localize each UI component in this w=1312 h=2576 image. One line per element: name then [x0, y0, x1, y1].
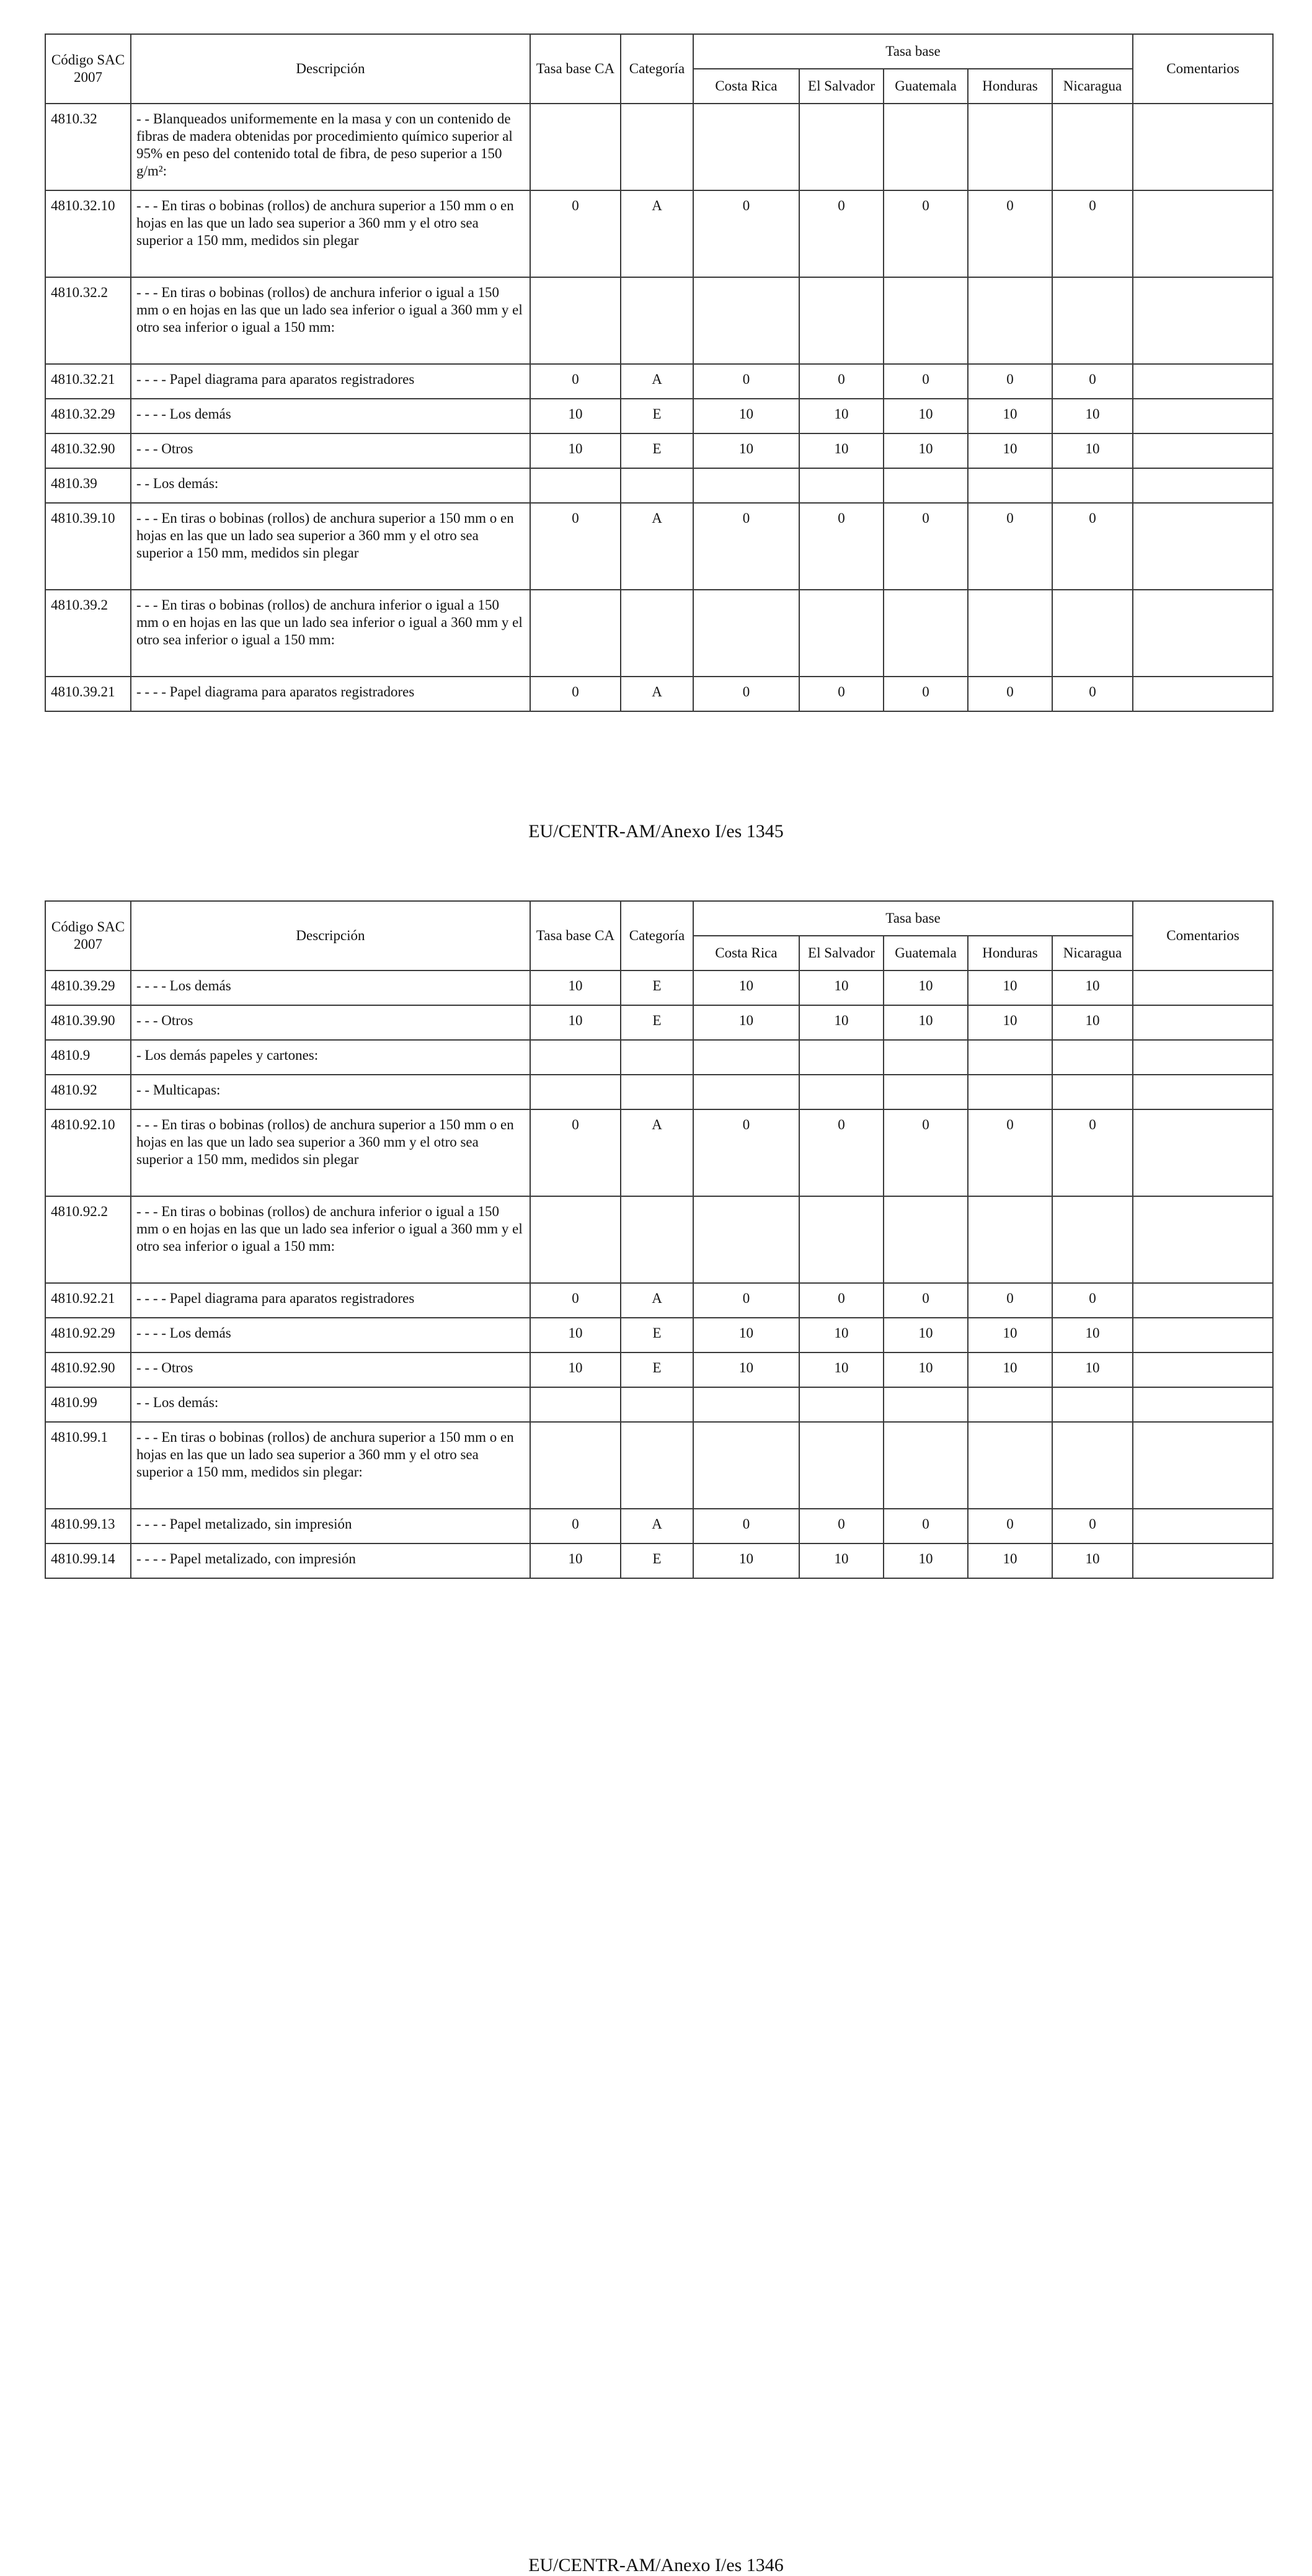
cell-comments — [1133, 970, 1273, 1005]
table-row — [45, 1509, 1273, 1543]
table-row — [45, 364, 1273, 399]
cell-base-rate-ca: 0 — [530, 1109, 621, 1196]
cell-honduras: 0 — [968, 1109, 1052, 1196]
cell-code: 4810.39 — [45, 468, 131, 503]
cell-code: 4810.32.29 — [45, 399, 131, 433]
cell-el-salvador — [799, 104, 884, 190]
cell-guatemala: 10 — [884, 970, 968, 1005]
cell-nicaragua: 10 — [1052, 970, 1133, 1005]
cell-el-salvador: 0 — [799, 364, 884, 399]
cell-guatemala: 10 — [884, 1543, 968, 1578]
cell-costa-rica — [693, 1196, 799, 1283]
cell-description: - - - Otros — [131, 1005, 530, 1040]
cell-base-rate-ca — [530, 277, 621, 364]
cell-el-salvador — [799, 1040, 884, 1075]
cell-comments — [1133, 433, 1273, 468]
header-country: Guatemala — [884, 936, 968, 970]
cell-comments — [1133, 1422, 1273, 1509]
cell-description: - - Blanqueados uniformemente en la masa y con un contenido de fibras de madera obtenidas por procedimiento químico superior al 95% en peso del contenido total de fibra, de peso superior a 150 g/m²: — [131, 104, 530, 190]
cell-description: - - - En tiras o bobinas (rollos) de anchura superior a 150 mm o en hojas en las que un lado sea superior a 360 mm y el otro sea superior a 150 mm, medidos sin plegar — [131, 1109, 530, 1196]
cell-nicaragua: 0 — [1052, 503, 1133, 590]
cell-comments — [1133, 503, 1273, 590]
cell-category: A — [621, 503, 693, 590]
cell-nicaragua: 0 — [1052, 677, 1133, 711]
cell-honduras — [968, 1422, 1052, 1509]
table-row — [45, 1196, 1273, 1283]
cell-honduras: 10 — [968, 1318, 1052, 1352]
cell-description: - - Los demás: — [131, 468, 530, 503]
cell-costa-rica: 10 — [693, 970, 799, 1005]
cell-category: E — [621, 399, 693, 433]
cell-comments — [1133, 1318, 1273, 1352]
cell-description: - - - - Papel diagrama para aparatos registradores — [131, 364, 530, 399]
cell-el-salvador — [799, 277, 884, 364]
cell-category: E — [621, 970, 693, 1005]
cell-nicaragua — [1052, 1422, 1133, 1509]
cell-comments — [1133, 677, 1273, 711]
cell-code: 4810.9 — [45, 1040, 131, 1075]
cell-description: - - - Otros — [131, 433, 530, 468]
cell-guatemala — [884, 468, 968, 503]
header-base-rate: Tasa base — [693, 34, 1133, 69]
cell-base-rate-ca: 0 — [530, 1283, 621, 1318]
cell-honduras — [968, 1387, 1052, 1422]
cell-base-rate-ca — [530, 468, 621, 503]
table-row — [45, 1387, 1273, 1422]
cell-code: 4810.39.29 — [45, 970, 131, 1005]
cell-description: - - - - Papel diagrama para aparatos registradores — [131, 677, 530, 711]
cell-el-salvador: 10 — [799, 399, 884, 433]
cell-costa-rica: 10 — [693, 1543, 799, 1578]
cell-category: A — [621, 190, 693, 277]
cell-code: 4810.99 — [45, 1387, 131, 1422]
cell-base-rate-ca: 10 — [530, 1318, 621, 1352]
cell-nicaragua — [1052, 104, 1133, 190]
cell-nicaragua — [1052, 1075, 1133, 1109]
cell-comments — [1133, 1283, 1273, 1318]
cell-honduras: 0 — [968, 677, 1052, 711]
cell-nicaragua — [1052, 468, 1133, 503]
cell-code: 4810.39.90 — [45, 1005, 131, 1040]
cell-base-rate-ca: 0 — [530, 1509, 621, 1543]
cell-code: 4810.92.2 — [45, 1196, 131, 1283]
cell-category: E — [621, 1543, 693, 1578]
cell-el-salvador: 0 — [799, 1283, 884, 1318]
cell-el-salvador: 10 — [799, 1318, 884, 1352]
header-description: Descripción — [131, 34, 530, 104]
cell-category — [621, 590, 693, 677]
cell-category — [621, 468, 693, 503]
cell-honduras: 10 — [968, 970, 1052, 1005]
cell-costa-rica: 0 — [693, 1509, 799, 1543]
cell-nicaragua: 0 — [1052, 364, 1133, 399]
header-country: Guatemala — [884, 69, 968, 104]
header-code: Código SAC 2007 — [45, 34, 131, 104]
cell-costa-rica: 10 — [693, 399, 799, 433]
cell-el-salvador: 0 — [799, 677, 884, 711]
cell-nicaragua — [1052, 277, 1133, 364]
cell-comments — [1133, 468, 1273, 503]
cell-description: - - - En tiras o bobinas (rollos) de anchura inferior o igual a 150 mm o en hojas en las que un lado sea inferior o igual a 360 mm y el otro sea inferior o igual a 150 mm: — [131, 590, 530, 677]
cell-category: A — [621, 364, 693, 399]
cell-base-rate-ca: 0 — [530, 503, 621, 590]
cell-comments — [1133, 1352, 1273, 1387]
table-row — [45, 1283, 1273, 1318]
header-code: Código SAC 2007 — [45, 901, 131, 970]
cell-el-salvador: 10 — [799, 970, 884, 1005]
cell-honduras — [968, 1040, 1052, 1075]
header-base-rate-ca: Tasa base CA — [530, 901, 621, 970]
table-row — [45, 104, 1273, 190]
cell-costa-rica: 10 — [693, 433, 799, 468]
table-row — [45, 1543, 1273, 1578]
header-country: Nicaragua — [1052, 69, 1133, 104]
cell-guatemala: 10 — [884, 1352, 968, 1387]
cell-category: A — [621, 677, 693, 711]
cell-code: 4810.39.21 — [45, 677, 131, 711]
cell-base-rate-ca: 0 — [530, 677, 621, 711]
cell-nicaragua — [1052, 1196, 1133, 1283]
cell-el-salvador: 0 — [799, 190, 884, 277]
cell-description: - - - - Los demás — [131, 1318, 530, 1352]
table-row — [45, 1005, 1273, 1040]
cell-el-salvador: 0 — [799, 503, 884, 590]
cell-honduras — [968, 1196, 1052, 1283]
table-row — [45, 1352, 1273, 1387]
header-category: Categoría — [621, 34, 693, 104]
cell-comments — [1133, 399, 1273, 433]
table-row — [45, 468, 1273, 503]
cell-comments — [1133, 104, 1273, 190]
cell-nicaragua — [1052, 1040, 1133, 1075]
table-row — [45, 1040, 1273, 1075]
cell-code: 4810.99.1 — [45, 1422, 131, 1509]
cell-costa-rica: 10 — [693, 1352, 799, 1387]
cell-comments — [1133, 1543, 1273, 1578]
cell-category — [621, 277, 693, 364]
cell-honduras: 10 — [968, 1543, 1052, 1578]
cell-nicaragua: 10 — [1052, 1005, 1133, 1040]
cell-el-salvador — [799, 1196, 884, 1283]
cell-comments — [1133, 1005, 1273, 1040]
table-row — [45, 1318, 1273, 1352]
cell-guatemala: 0 — [884, 190, 968, 277]
cell-base-rate-ca: 10 — [530, 399, 621, 433]
cell-nicaragua: 10 — [1052, 433, 1133, 468]
cell-description: - - - En tiras o bobinas (rollos) de anchura superior a 150 mm o en hojas en las que un lado sea superior a 360 mm y el otro sea superior a 150 mm, medidos sin plegar — [131, 190, 530, 277]
cell-guatemala: 0 — [884, 1509, 968, 1543]
cell-costa-rica — [693, 468, 799, 503]
cell-category — [621, 104, 693, 190]
cell-guatemala — [884, 1040, 968, 1075]
table-row — [45, 1075, 1273, 1109]
cell-guatemala — [884, 104, 968, 190]
cell-costa-rica: 0 — [693, 503, 799, 590]
cell-guatemala — [884, 1196, 968, 1283]
cell-base-rate-ca: 10 — [530, 970, 621, 1005]
tariff-table — [45, 900, 1274, 1579]
cell-costa-rica: 10 — [693, 1318, 799, 1352]
cell-category: E — [621, 1005, 693, 1040]
cell-comments — [1133, 1196, 1273, 1283]
cell-nicaragua: 0 — [1052, 1109, 1133, 1196]
cell-costa-rica: 0 — [693, 190, 799, 277]
cell-guatemala: 10 — [884, 399, 968, 433]
cell-code: 4810.32.90 — [45, 433, 131, 468]
cell-honduras: 10 — [968, 1352, 1052, 1387]
cell-description: - - - En tiras o bobinas (rollos) de anchura superior a 150 mm o en hojas en las que un lado sea superior a 360 mm y el otro sea superior a 150 mm, medidos sin plegar: — [131, 1422, 530, 1509]
cell-base-rate-ca — [530, 104, 621, 190]
cell-description: - - - En tiras o bobinas (rollos) de anchura superior a 150 mm o en hojas en las que un lado sea superior a 360 mm y el otro sea superior a 150 mm, medidos sin plegar — [131, 503, 530, 590]
cell-code: 4810.92.90 — [45, 1352, 131, 1387]
cell-description: - - - - Los demás — [131, 399, 530, 433]
cell-code: 4810.32 — [45, 104, 131, 190]
table-row — [45, 503, 1273, 590]
cell-nicaragua: 0 — [1052, 1509, 1133, 1543]
cell-guatemala: 0 — [884, 503, 968, 590]
cell-code: 4810.32.10 — [45, 190, 131, 277]
cell-base-rate-ca — [530, 1387, 621, 1422]
cell-honduras: 10 — [968, 399, 1052, 433]
cell-comments — [1133, 1075, 1273, 1109]
cell-honduras: 0 — [968, 1283, 1052, 1318]
header-country: Costa Rica — [693, 69, 799, 104]
page-footer: EU/CENTR-AM/Anexo I/es 1346 — [528, 2555, 784, 2575]
cell-base-rate-ca: 0 — [530, 190, 621, 277]
cell-category — [621, 1075, 693, 1109]
cell-category — [621, 1196, 693, 1283]
cell-honduras: 10 — [968, 433, 1052, 468]
cell-honduras: 0 — [968, 1509, 1052, 1543]
cell-base-rate-ca: 10 — [530, 1352, 621, 1387]
cell-nicaragua: 10 — [1052, 399, 1133, 433]
cell-el-salvador: 10 — [799, 1005, 884, 1040]
cell-nicaragua: 10 — [1052, 1543, 1133, 1578]
cell-guatemala: 10 — [884, 1318, 968, 1352]
cell-nicaragua — [1052, 1387, 1133, 1422]
cell-code: 4810.92 — [45, 1075, 131, 1109]
cell-costa-rica — [693, 590, 799, 677]
cell-base-rate-ca — [530, 1075, 621, 1109]
cell-code: 4810.39.10 — [45, 503, 131, 590]
cell-el-salvador — [799, 468, 884, 503]
cell-guatemala: 0 — [884, 364, 968, 399]
cell-honduras — [968, 104, 1052, 190]
cell-code: 4810.99.13 — [45, 1509, 131, 1543]
cell-category: E — [621, 1352, 693, 1387]
cell-code: 4810.92.29 — [45, 1318, 131, 1352]
cell-comments — [1133, 1387, 1273, 1422]
cell-nicaragua: 0 — [1052, 190, 1133, 277]
cell-honduras — [968, 277, 1052, 364]
cell-guatemala — [884, 590, 968, 677]
table-row — [45, 1422, 1273, 1509]
cell-costa-rica: 0 — [693, 1283, 799, 1318]
cell-el-salvador — [799, 1075, 884, 1109]
header-description: Descripción — [131, 901, 530, 970]
cell-costa-rica — [693, 104, 799, 190]
header-country: El Salvador — [799, 936, 884, 970]
cell-costa-rica: 0 — [693, 677, 799, 711]
cell-costa-rica — [693, 1040, 799, 1075]
cell-guatemala: 0 — [884, 1109, 968, 1196]
cell-guatemala: 10 — [884, 1005, 968, 1040]
cell-description: - - - - Papel diagrama para aparatos registradores — [131, 1283, 530, 1318]
cell-guatemala: 0 — [884, 677, 968, 711]
cell-base-rate-ca — [530, 1422, 621, 1509]
cell-nicaragua: 10 — [1052, 1318, 1133, 1352]
cell-description: - - - En tiras o bobinas (rollos) de anchura inferior o igual a 150 mm o en hojas en las que un lado sea inferior o igual a 360 mm y el otro sea inferior o igual a 150 mm: — [131, 277, 530, 364]
cell-description: - - Los demás: — [131, 1387, 530, 1422]
table-row — [45, 399, 1273, 433]
cell-el-salvador: 10 — [799, 1543, 884, 1578]
cell-guatemala — [884, 1387, 968, 1422]
cell-honduras — [968, 468, 1052, 503]
cell-description: - - - Otros — [131, 1352, 530, 1387]
cell-guatemala: 10 — [884, 433, 968, 468]
cell-comments — [1133, 590, 1273, 677]
cell-honduras — [968, 590, 1052, 677]
cell-category: A — [621, 1509, 693, 1543]
cell-el-salvador: 0 — [799, 1509, 884, 1543]
header-country: Honduras — [968, 936, 1052, 970]
cell-costa-rica — [693, 1075, 799, 1109]
header-country: Honduras — [968, 69, 1052, 104]
cell-comments — [1133, 1509, 1273, 1543]
header-country: Nicaragua — [1052, 936, 1133, 970]
cell-description: - - Multicapas: — [131, 1075, 530, 1109]
cell-description: - Los demás papeles y cartones: — [131, 1040, 530, 1075]
table-row — [45, 590, 1273, 677]
table-row — [45, 1109, 1273, 1196]
cell-category — [621, 1387, 693, 1422]
cell-guatemala — [884, 1422, 968, 1509]
cell-category: A — [621, 1109, 693, 1196]
tariff-table — [45, 33, 1274, 712]
cell-category — [621, 1422, 693, 1509]
cell-category: E — [621, 433, 693, 468]
cell-code: 4810.39.2 — [45, 590, 131, 677]
cell-base-rate-ca: 0 — [530, 364, 621, 399]
cell-costa-rica: 0 — [693, 364, 799, 399]
cell-nicaragua: 0 — [1052, 1283, 1133, 1318]
cell-base-rate-ca: 10 — [530, 1005, 621, 1040]
table-row — [45, 970, 1273, 1005]
cell-code: 4810.32.2 — [45, 277, 131, 364]
cell-el-salvador: 10 — [799, 1352, 884, 1387]
cell-description: - - - - Los demás — [131, 970, 530, 1005]
cell-description: - - - - Papel metalizado, con impresión — [131, 1543, 530, 1578]
cell-description: - - - En tiras o bobinas (rollos) de anchura inferior o igual a 150 mm o en hojas en las que un lado sea inferior o igual a 360 mm y el otro sea inferior o igual a 150 mm: — [131, 1196, 530, 1283]
header-country: El Salvador — [799, 69, 884, 104]
cell-costa-rica: 0 — [693, 1109, 799, 1196]
cell-honduras: 0 — [968, 190, 1052, 277]
table-row — [45, 433, 1273, 468]
cell-guatemala: 0 — [884, 1283, 968, 1318]
header-base-rate-ca: Tasa base CA — [530, 34, 621, 104]
cell-category: A — [621, 1283, 693, 1318]
cell-el-salvador — [799, 1422, 884, 1509]
cell-costa-rica: 10 — [693, 1005, 799, 1040]
table-row — [45, 190, 1273, 277]
cell-comments — [1133, 1040, 1273, 1075]
cell-honduras: 10 — [968, 1005, 1052, 1040]
cell-el-salvador — [799, 1387, 884, 1422]
cell-description: - - - - Papel metalizado, sin impresión — [131, 1509, 530, 1543]
cell-el-salvador: 10 — [799, 433, 884, 468]
cell-honduras — [968, 1075, 1052, 1109]
cell-code: 4810.92.21 — [45, 1283, 131, 1318]
header-country: Costa Rica — [693, 936, 799, 970]
header-comments: Comentarios — [1133, 901, 1273, 970]
cell-category: E — [621, 1318, 693, 1352]
table-row — [45, 677, 1273, 711]
cell-comments — [1133, 364, 1273, 399]
cell-base-rate-ca — [530, 1196, 621, 1283]
cell-base-rate-ca — [530, 590, 621, 677]
header-comments: Comentarios — [1133, 34, 1273, 104]
cell-comments — [1133, 1109, 1273, 1196]
cell-code: 4810.32.21 — [45, 364, 131, 399]
cell-honduras: 0 — [968, 503, 1052, 590]
cell-el-salvador — [799, 590, 884, 677]
header-category: Categoría — [621, 901, 693, 970]
cell-honduras: 0 — [968, 364, 1052, 399]
header-base-rate: Tasa base — [693, 901, 1133, 936]
cell-base-rate-ca: 10 — [530, 1543, 621, 1578]
cell-costa-rica — [693, 277, 799, 364]
cell-code: 4810.92.10 — [45, 1109, 131, 1196]
cell-nicaragua — [1052, 590, 1133, 677]
cell-code: 4810.99.14 — [45, 1543, 131, 1578]
page-footer: EU/CENTR-AM/Anexo I/es 1345 — [528, 821, 784, 842]
cell-category — [621, 1040, 693, 1075]
cell-base-rate-ca — [530, 1040, 621, 1075]
cell-nicaragua: 10 — [1052, 1352, 1133, 1387]
cell-el-salvador: 0 — [799, 1109, 884, 1196]
cell-costa-rica — [693, 1422, 799, 1509]
cell-comments — [1133, 190, 1273, 277]
cell-guatemala — [884, 277, 968, 364]
cell-costa-rica — [693, 1387, 799, 1422]
cell-guatemala — [884, 1075, 968, 1109]
cell-comments — [1133, 277, 1273, 364]
cell-base-rate-ca: 10 — [530, 433, 621, 468]
table-row — [45, 277, 1273, 364]
